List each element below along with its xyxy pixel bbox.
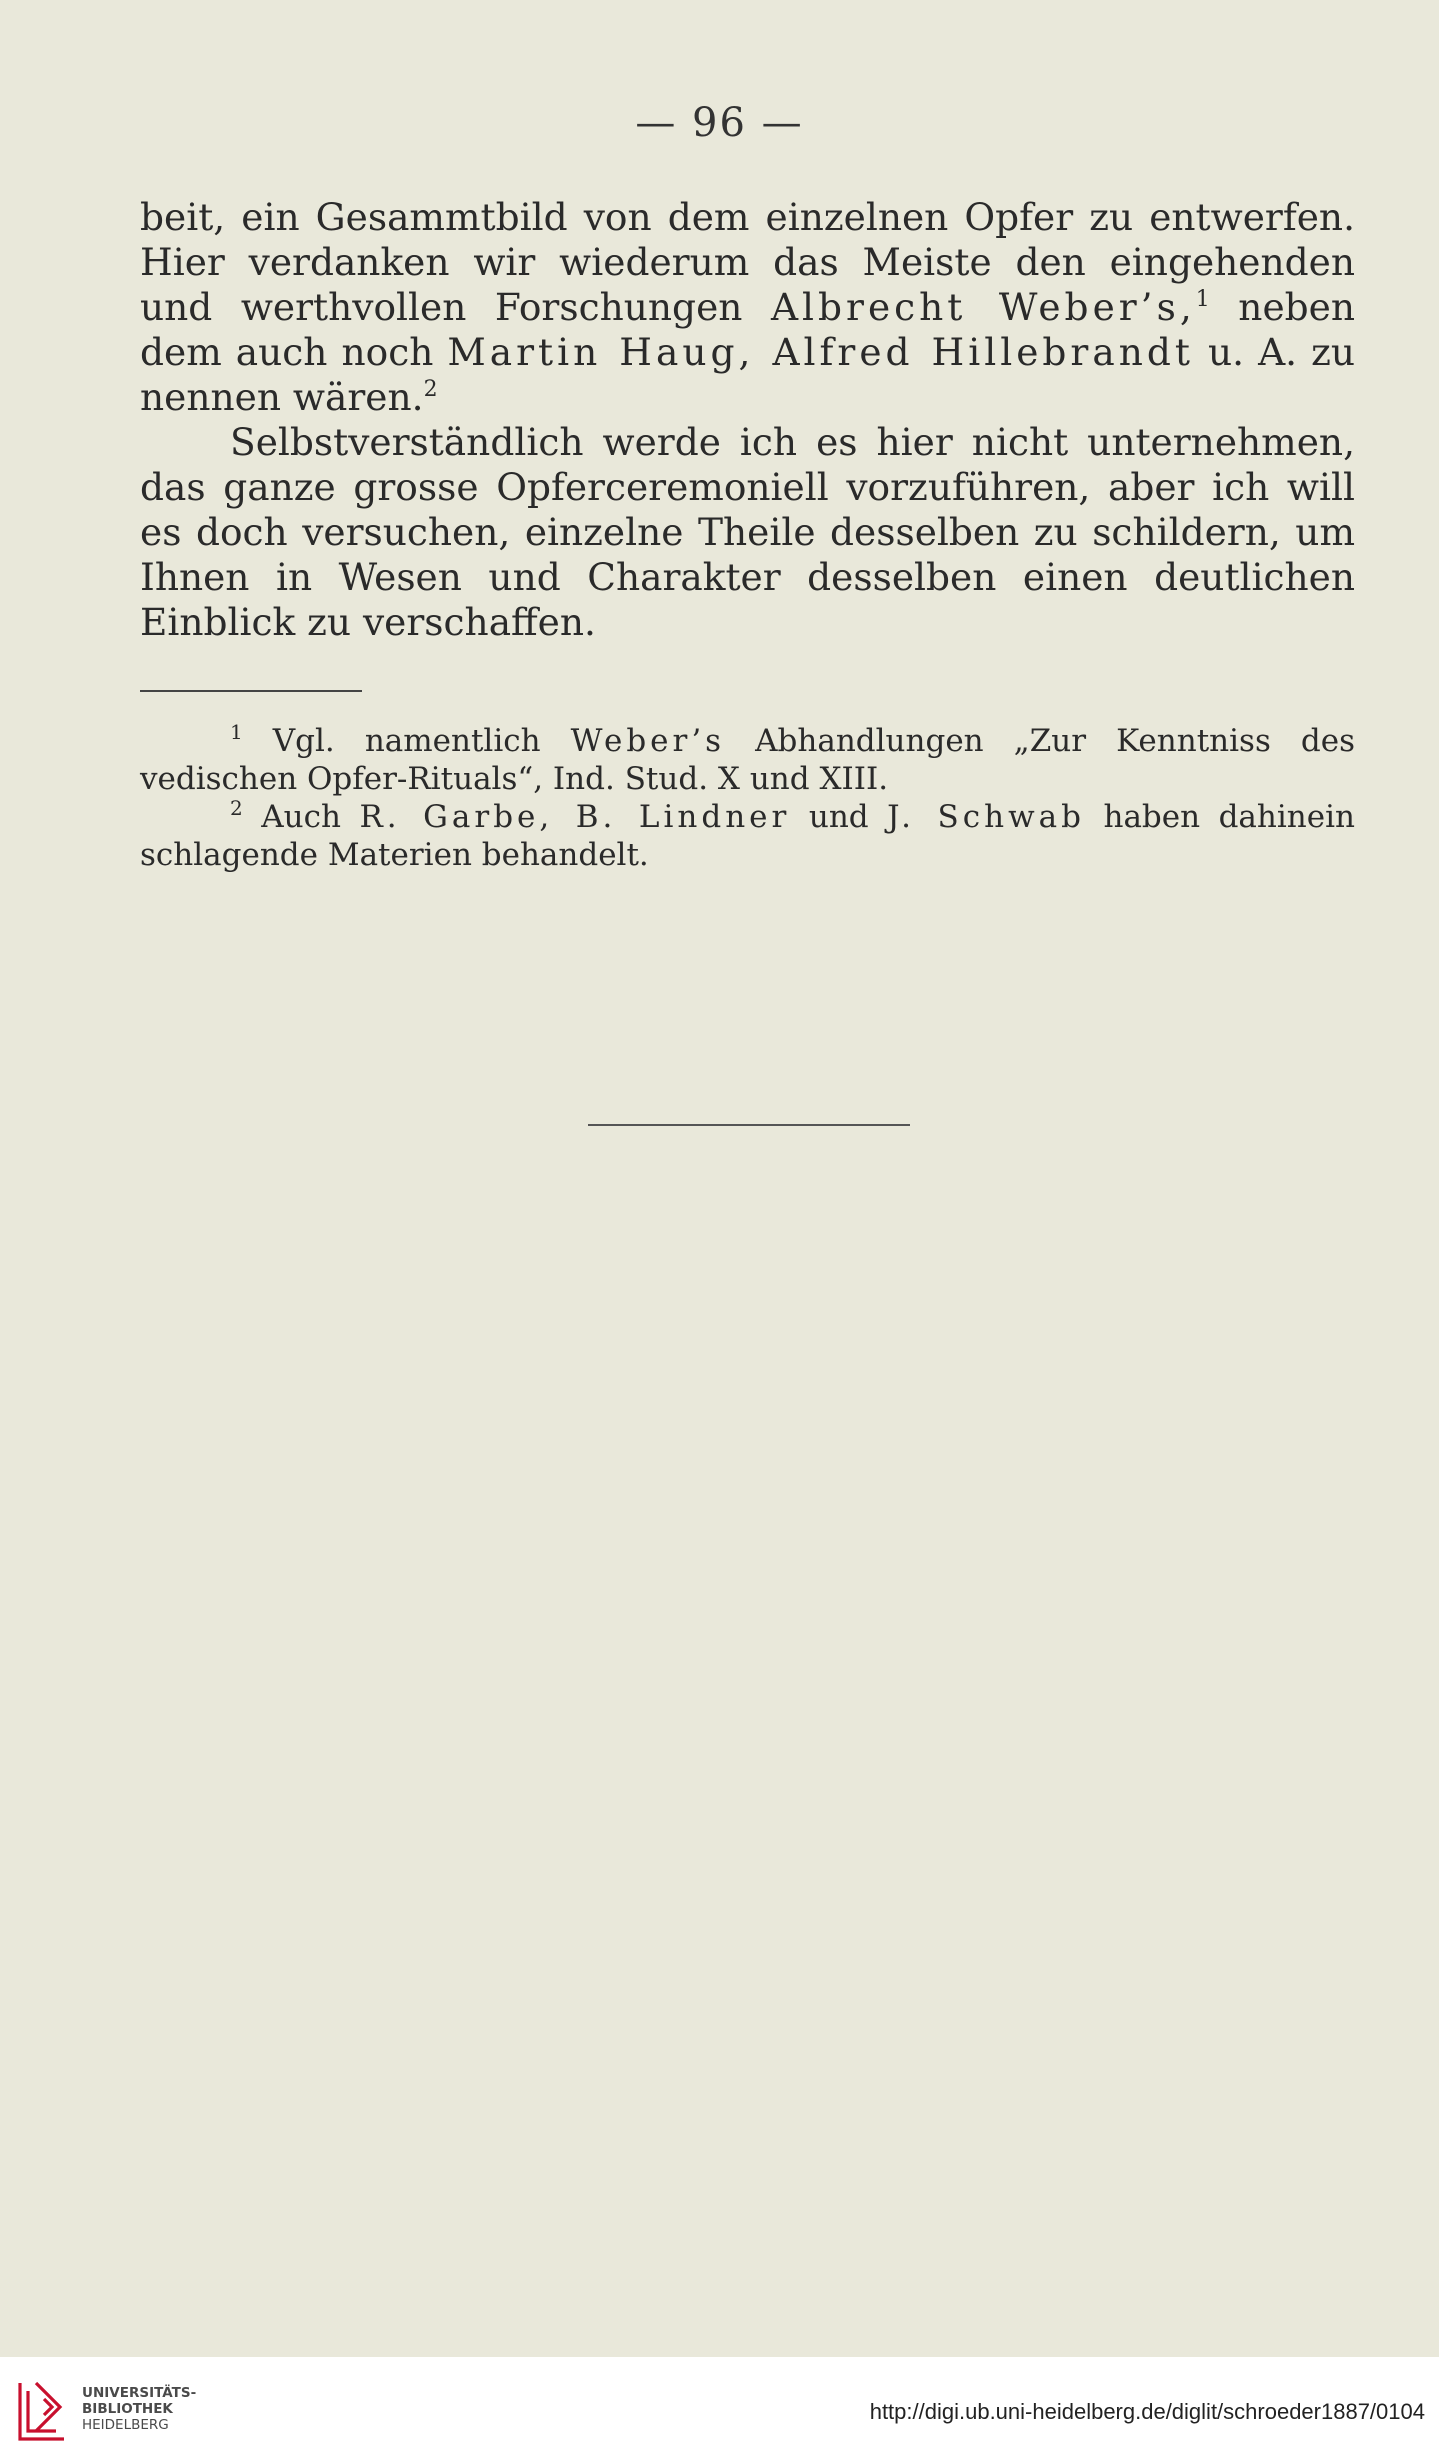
library-logo-icon[interactable] <box>14 2377 70 2445</box>
footnote-author: Weber’s <box>570 723 726 759</box>
footnote-marker-1: 1 <box>230 720 243 744</box>
footnote-2: $^2$ Auch R. Garbe, B. Lindner und J. Schwab haben dahinein schlagende Materien behandelt. <box>140 796 1355 873</box>
source-url-link[interactable]: http://digi.ub.uni-heidelberg.de/diglit/schroeder1887/0104 <box>869 2399 1425 2424</box>
footnote-ref-2[interactable]: 2 <box>423 377 438 402</box>
author-name-weber: Albrecht Weber’s, <box>770 285 1196 329</box>
footnotes <box>140 722 1355 874</box>
library-name: UNIVERSITÄTS- BIBLIOTHEK HEIDELBERG <box>82 2385 197 2433</box>
section-end-rule <box>588 1124 910 1126</box>
paragraph-1: beit, ein Gesammtbild von dem einzelnen Opfer zu entwerfen. Hier verdanken wir wiederum das Meiste den eingehenden und werthvollen Forschungen Albrecht Weber’s,$^1$ neben dem auch noch Martin Haug, Alfred Hillebrandt u. A. zu nennen wären.$^2$ <box>140 195 1356 419</box>
footnote-ref-1[interactable]: 1 <box>1195 287 1210 312</box>
footnote-marker-2: 2 <box>230 796 243 820</box>
footnote-author-schwab: J. Schwab <box>887 799 1085 835</box>
footnote-authors: R. Garbe, B. Lindner <box>359 799 791 835</box>
main-text <box>140 195 1355 645</box>
page-number: — 96 — <box>635 100 804 146</box>
paragraph-2: Selbstverständlich werde ich es hier nicht unternehmen, das ganze grosse Opferceremoniell vorzuführen, aber ich will es doch versuchen, einzelne Theile desselben zu schildern, um Ihnen in Wesen und Charakter desselben einen deutlichen Einblick zu verschaffen. <box>140 420 1355 644</box>
footer-bar <box>0 2357 1439 2461</box>
author-names: Martin Haug, Alfred Hillebrandt <box>447 330 1194 374</box>
footnote-divider <box>140 690 362 692</box>
footnote-1: $^1$ Vgl. namentlich Weber’s Abhandlungen „Zur Kenntniss des vedischen Opfer-Rituals“, Ind. Stud. X und XIII. <box>140 720 1355 797</box>
